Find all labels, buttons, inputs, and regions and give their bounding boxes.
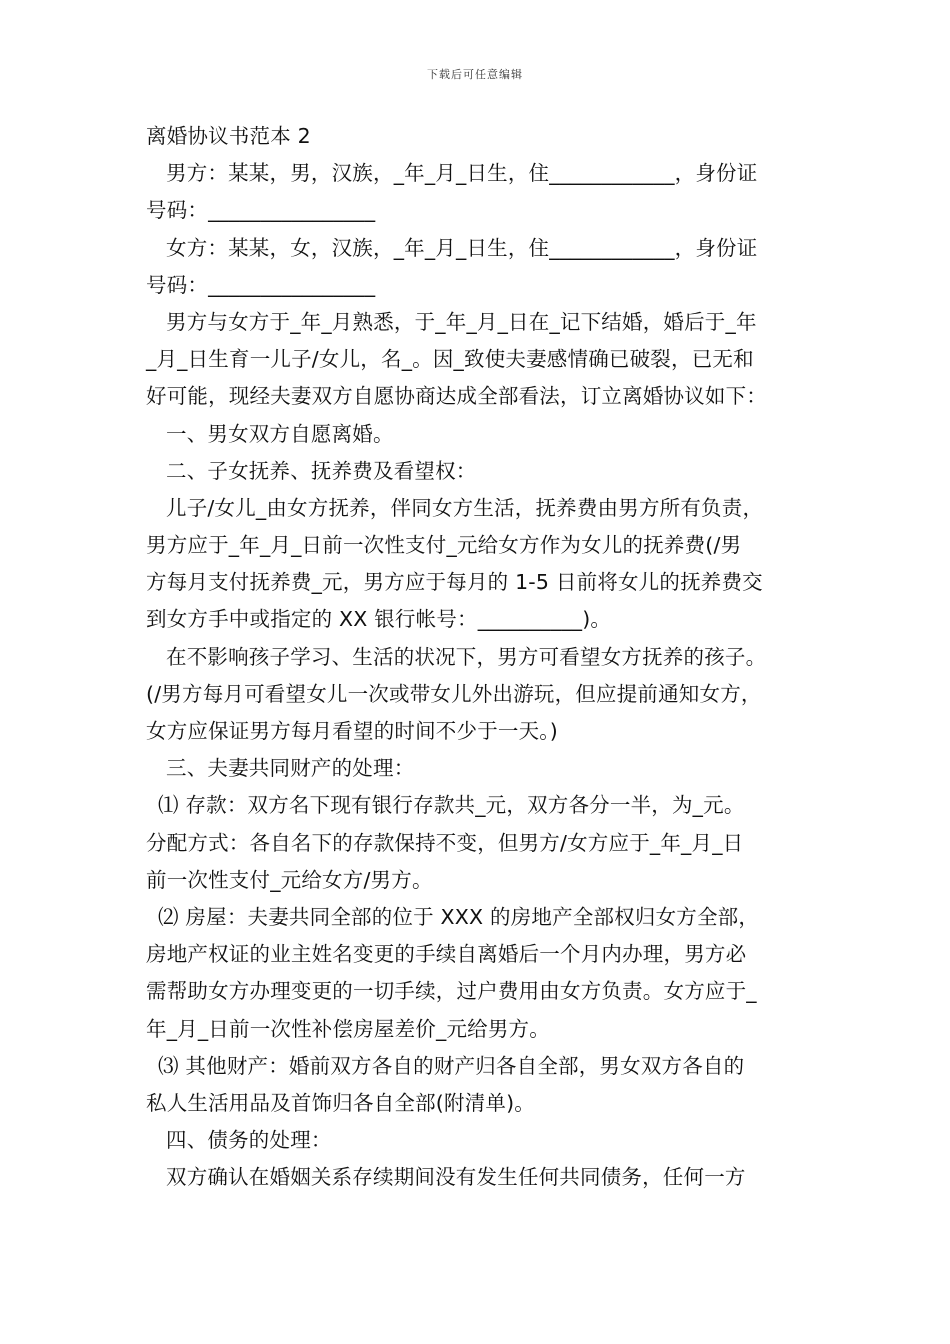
paragraph-line: 女方：某某，女，汉族，_年_月_日生，住____________，身份证 [166,235,758,260]
paragraph-line: 分配方式：各自名下的存款保持不变，但男方/女方应于_年_月_日 [146,830,744,855]
paragraph-line: ⑴ 存款：双方名下现有银行存款共_元，双方各分一半，为_元。 [158,793,745,818]
section-heading: 二、子女抚养、抚养费及看望权： [166,458,477,483]
document-title: 离婚协议书范本 2 [146,124,311,148]
paragraph-line: 方每月支付抚养费_元，男方应于每月的 1-5 日前将女儿的抚养费交 [146,570,763,595]
paragraph-line: ⑶ 其他财产：婚前双方各自的财产归各自全部，男女双方各自的 [158,1053,745,1078]
paragraph-line: _月_日生育一儿子/女儿，名_。因_致使夫妻感情确已破裂，已无和 [146,347,754,372]
paragraph-line: 前一次性支付_元给女方/男方。 [146,867,433,892]
document-body [146,118,814,1196]
section-heading: 四、债务的处理： [166,1128,332,1153]
paragraph-line: 男方与女方于_年_月熟悉，于_年_月_日在_记下结婚，婚后于_年 [166,309,757,334]
section-heading: 一、男女双方自愿离婚。 [166,421,394,446]
paragraph-line: 在不影响孩子学习、生活的状况下，男方可看望女方抚养的孩子。 [166,644,767,669]
header-note: 下载后可任意编辑 [427,68,523,81]
paragraph-line: ⑵ 房屋：夫妻共同全部的位于 XXX 的房地产全部权归女方全部， [158,904,760,929]
paragraph-line: 私人生活用品及首饰归各自全部(附清单)。 [146,1090,535,1115]
paragraph-line: 需帮助女方办理变更的一切手续，过户费用由女方负责。女方应于_ [146,979,757,1004]
paragraph-line: 年_月_日前一次性补偿房屋差价_元给男方。 [146,1016,550,1041]
paragraph-line: 号码：________________ [146,198,376,223]
paragraph-line: 男方：某某，男，汉族，_年_月_日生，住____________，身份证 [166,161,758,186]
paragraph-line: 到女方手中或指定的 XX 银行帐号：__________)。 [146,607,612,632]
paragraph-line: (/男方每月可看望女儿一次或带女儿外出游玩，但应提前通知女方， [146,681,762,706]
paragraph-line: 儿子/女儿_由女方抚养，伴同女方生活，抚养费由男方所有负责， [166,495,764,520]
paragraph-line: 好可能，现经夫妻双方自愿协商达成全部看法，订立离婚协议如下： [146,384,767,409]
paragraph-line: 双方确认在婚姻关系存续期间没有发生任何共同债务，任何一方 [166,1165,746,1190]
paragraph-line: 房地产权证的业主姓名变更的手续自离婚后一个月内办理，男方必 [146,942,747,967]
paragraph-line: 男方应于_年_月_日前一次性支付_元给女方作为女儿的抚养费(/男 [146,533,742,558]
paragraph-line: 女方应保证男方每月看望的时间不少于一天。) [146,719,558,743]
paragraph-line: 号码：________________ [146,272,376,297]
section-heading: 三、夫妻共同财产的处理： [166,756,415,781]
